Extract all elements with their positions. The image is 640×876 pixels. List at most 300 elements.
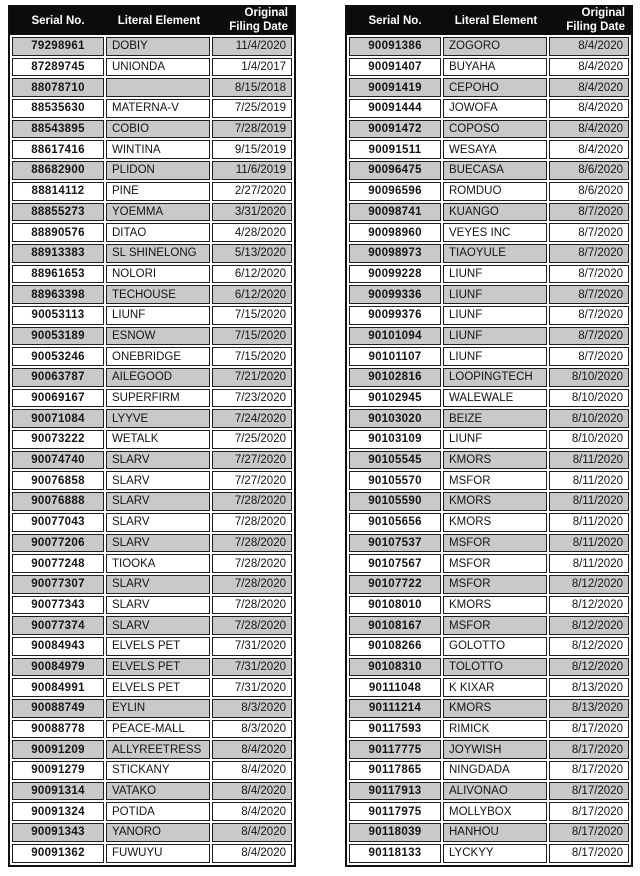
- filing-date-cell: 8/11/2020: [549, 451, 629, 470]
- filing-date-cell: 7/25/2019: [212, 99, 292, 118]
- table-row: [349, 37, 629, 56]
- serial-no-cell: 90069167: [12, 389, 104, 408]
- table-row: [12, 471, 292, 490]
- filing-date-cell: 7/15/2020: [212, 306, 292, 325]
- filing-date-cell: 7/28/2019: [212, 120, 292, 139]
- table-row: [349, 223, 629, 242]
- serial-no-cell: 90091209: [12, 740, 104, 759]
- serial-no-cell: 90053246: [12, 347, 104, 366]
- table-row: [12, 58, 292, 77]
- serial-no-cell: 90077374: [12, 616, 104, 635]
- filing-date-cell: 8/11/2020: [549, 492, 629, 511]
- table-row: [349, 285, 629, 304]
- table-row: [12, 347, 292, 366]
- serial-no-cell: 90111048: [349, 678, 441, 697]
- filing-date-cell: 7/28/2020: [212, 596, 292, 615]
- serial-no-cell: 90063787: [12, 368, 104, 387]
- serial-no-cell: 90099376: [349, 306, 441, 325]
- table-row: [349, 740, 629, 759]
- table-row: [12, 637, 292, 656]
- literal-element-cell: WETALK: [106, 430, 210, 449]
- literal-element-cell: HANHOU: [443, 823, 547, 842]
- literal-element-cell: LIUNF: [443, 285, 547, 304]
- table-row: [12, 823, 292, 842]
- table-row: [12, 306, 292, 325]
- table-row: [12, 430, 292, 449]
- literal-element-cell: TIOOKA: [106, 554, 210, 573]
- serial-no-cell: 88814112: [12, 182, 104, 201]
- table-row: [349, 844, 629, 863]
- literal-element-cell: TECHOUSE: [106, 285, 210, 304]
- literal-element-cell: LIUNF: [443, 306, 547, 325]
- filing-date-cell: 8/7/2020: [549, 285, 629, 304]
- filing-date-cell: 8/4/2020: [549, 99, 629, 118]
- filing-date-cell: 8/7/2020: [549, 203, 629, 222]
- literal-element-cell: MATERNA-V: [106, 99, 210, 118]
- literal-element-cell: COBIO: [106, 120, 210, 139]
- filing-date-cell: 8/11/2020: [549, 513, 629, 532]
- serial-no-cell: 90118039: [349, 823, 441, 842]
- filing-date-cell: 8/12/2020: [549, 616, 629, 635]
- serial-no-cell: 90077206: [12, 534, 104, 553]
- serial-no-cell: 90098973: [349, 244, 441, 263]
- serial-no-cell: 90107537: [349, 534, 441, 553]
- literal-element-cell: UNIONDA: [106, 58, 210, 77]
- filing-date-cell: 8/17/2020: [549, 782, 629, 801]
- table-row: [349, 492, 629, 511]
- serial-no-cell: 90091472: [349, 120, 441, 139]
- serial-no-cell: 88078710: [12, 78, 104, 97]
- table-row: [349, 244, 629, 263]
- literal-element-cell: DOBIY: [106, 37, 210, 56]
- literal-element-cell: LYYVE: [106, 409, 210, 428]
- filing-date-cell: 8/12/2020: [549, 596, 629, 615]
- filing-date-cell: 7/24/2020: [212, 409, 292, 428]
- table-row: [349, 616, 629, 635]
- table-row: [12, 513, 292, 532]
- filing-date-cell: 7/23/2020: [212, 389, 292, 408]
- trademark-table-left: [8, 5, 296, 867]
- filing-date-cell: 8/4/2020: [212, 802, 292, 821]
- literal-element-cell: ESNOW: [106, 327, 210, 346]
- column-header-serial-no: Serial No.: [31, 15, 85, 27]
- serial-no-cell: 90091314: [12, 782, 104, 801]
- serial-no-cell: 90091511: [349, 140, 441, 159]
- filing-date-cell: 7/31/2020: [212, 658, 292, 677]
- table-row: [349, 534, 629, 553]
- literal-element-cell: NINGDADA: [443, 761, 547, 780]
- filing-date-cell: 8/4/2020: [549, 37, 629, 56]
- serial-no-cell: 79298961: [12, 37, 104, 56]
- literal-element-cell: ELVELS PET: [106, 678, 210, 697]
- table-row: [349, 471, 629, 490]
- table-row: [12, 409, 292, 428]
- table-row: [12, 182, 292, 201]
- table-row: [349, 802, 629, 821]
- serial-no-cell: 90118133: [349, 844, 441, 863]
- serial-no-cell: 90108310: [349, 658, 441, 677]
- table-row: [12, 802, 292, 821]
- serial-no-cell: 90103109: [349, 430, 441, 449]
- filing-date-cell: 8/12/2020: [549, 658, 629, 677]
- serial-no-cell: 90111214: [349, 699, 441, 718]
- literal-element-cell: KUANGO: [443, 203, 547, 222]
- filing-date-cell: 8/10/2020: [549, 368, 629, 387]
- filing-date-cell: 8/12/2020: [549, 637, 629, 656]
- filing-date-cell: 7/21/2020: [212, 368, 292, 387]
- table-row: [349, 99, 629, 118]
- table-row: [12, 678, 292, 697]
- table-header: [10, 7, 294, 35]
- literal-element-cell: TOLOTTO: [443, 658, 547, 677]
- table-row: [12, 120, 292, 139]
- column-header-serial-no: Serial No.: [368, 15, 422, 27]
- filing-date-cell: 8/17/2020: [549, 844, 629, 863]
- literal-element-cell: TIAOYULE: [443, 244, 547, 263]
- serial-no-cell: 90117865: [349, 761, 441, 780]
- serial-no-cell: 88961653: [12, 265, 104, 284]
- table-row: [349, 368, 629, 387]
- serial-no-cell: 88963398: [12, 285, 104, 304]
- serial-no-cell: 90117593: [349, 720, 441, 739]
- table-row: [12, 285, 292, 304]
- filing-date-cell: 8/13/2020: [549, 678, 629, 697]
- serial-no-cell: 90103020: [349, 409, 441, 428]
- table-row: [12, 616, 292, 635]
- filing-date-cell: 8/7/2020: [549, 223, 629, 242]
- filing-date-cell: 1/4/2017: [212, 58, 292, 77]
- table-row: [12, 761, 292, 780]
- literal-element-cell: ALIVONAO: [443, 782, 547, 801]
- serial-no-cell: 87289745: [12, 58, 104, 77]
- serial-no-cell: 90077248: [12, 554, 104, 573]
- filing-date-cell: 8/17/2020: [549, 720, 629, 739]
- table-body: [10, 35, 294, 865]
- literal-element-cell: SL SHINELONG: [106, 244, 210, 263]
- filing-date-cell: 8/4/2020: [549, 140, 629, 159]
- table-row: [12, 720, 292, 739]
- literal-element-cell: JOWOFA: [443, 99, 547, 118]
- filing-date-cell: 8/7/2020: [549, 244, 629, 263]
- filing-date-cell: 7/25/2020: [212, 430, 292, 449]
- table-row: [12, 782, 292, 801]
- table-row: [12, 78, 292, 97]
- serial-no-cell: 90084991: [12, 678, 104, 697]
- table-row: [349, 203, 629, 222]
- filing-date-cell: 8/4/2020: [549, 78, 629, 97]
- filing-date-cell: 8/4/2020: [212, 740, 292, 759]
- serial-no-cell: 90091419: [349, 78, 441, 97]
- table-row: [12, 161, 292, 180]
- table-row: [349, 678, 629, 697]
- serial-no-cell: 90105570: [349, 471, 441, 490]
- literal-element-cell: AILEGOOD: [106, 368, 210, 387]
- literal-element-cell: RIMICK: [443, 720, 547, 739]
- serial-no-cell: 90096596: [349, 182, 441, 201]
- literal-element-cell: MOLLYBOX: [443, 802, 547, 821]
- literal-element-cell: VATAKO: [106, 782, 210, 801]
- serial-no-cell: 90099336: [349, 285, 441, 304]
- column-header-original-filing-date: Original Filing Date: [566, 7, 625, 33]
- filing-date-cell: 8/3/2020: [212, 699, 292, 718]
- table-row: [12, 492, 292, 511]
- serial-no-cell: 90117913: [349, 782, 441, 801]
- literal-element-cell: JOYWISH: [443, 740, 547, 759]
- table-row: [12, 140, 292, 159]
- serial-no-cell: 90102816: [349, 368, 441, 387]
- literal-element-cell: LIUNF: [106, 306, 210, 325]
- literal-element-cell: ELVELS PET: [106, 658, 210, 677]
- literal-element-cell: LIUNF: [443, 265, 547, 284]
- column-header-literal-element: Literal Element: [117, 15, 201, 27]
- column-header-literal-element: Literal Element: [454, 15, 538, 27]
- literal-element-cell: VEYES INC: [443, 223, 547, 242]
- literal-element-cell: PEACE-MALL: [106, 720, 210, 739]
- table-row: [12, 554, 292, 573]
- filing-date-cell: 8/11/2020: [549, 471, 629, 490]
- filing-date-cell: 7/28/2020: [212, 575, 292, 594]
- table-row: [12, 699, 292, 718]
- literal-element-cell: SLARV: [106, 513, 210, 532]
- literal-element-cell: MSFOR: [443, 471, 547, 490]
- filing-date-cell: 8/10/2020: [549, 389, 629, 408]
- filing-date-cell: 8/11/2020: [549, 534, 629, 553]
- table-header: [347, 7, 631, 35]
- filing-date-cell: 8/10/2020: [549, 430, 629, 449]
- filing-date-cell: 8/10/2020: [549, 409, 629, 428]
- filing-date-cell: 11/6/2019: [212, 161, 292, 180]
- filing-date-cell: 6/12/2020: [212, 265, 292, 284]
- serial-no-cell: 90077307: [12, 575, 104, 594]
- literal-element-cell: DITAO: [106, 223, 210, 242]
- table-row: [12, 203, 292, 222]
- filing-date-cell: 7/28/2020: [212, 534, 292, 553]
- table-row: [349, 699, 629, 718]
- literal-element-cell: MSFOR: [443, 616, 547, 635]
- literal-element-cell: STICKANY: [106, 761, 210, 780]
- serial-no-cell: 90105590: [349, 492, 441, 511]
- literal-element-cell: MSFOR: [443, 554, 547, 573]
- serial-no-cell: 88617416: [12, 140, 104, 159]
- table-row: [349, 596, 629, 615]
- serial-no-cell: 90076858: [12, 471, 104, 490]
- literal-element-cell: LIUNF: [443, 347, 547, 366]
- literal-element-cell: NOLORI: [106, 265, 210, 284]
- literal-element-cell: KMORS: [443, 596, 547, 615]
- serial-no-cell: 90088749: [12, 699, 104, 718]
- literal-element-cell: K KIXAR: [443, 678, 547, 697]
- table-row: [349, 637, 629, 656]
- serial-no-cell: 88682900: [12, 161, 104, 180]
- literal-element-cell: PLIDON: [106, 161, 210, 180]
- table-row: [349, 389, 629, 408]
- table-row: [349, 161, 629, 180]
- table-row: [349, 554, 629, 573]
- filing-date-cell: 8/13/2020: [549, 699, 629, 718]
- serial-no-cell: 90088778: [12, 720, 104, 739]
- serial-no-cell: 90077043: [12, 513, 104, 532]
- serial-no-cell: 88913383: [12, 244, 104, 263]
- filing-date-cell: 8/4/2020: [212, 761, 292, 780]
- filing-date-cell: 3/31/2020: [212, 203, 292, 222]
- literal-element-cell: SUPERFIRM: [106, 389, 210, 408]
- table-row: [12, 368, 292, 387]
- table-row: [349, 265, 629, 284]
- serial-no-cell: 88890576: [12, 223, 104, 242]
- literal-element-cell: SLARV: [106, 616, 210, 635]
- table-row: [349, 58, 629, 77]
- filing-date-cell: 7/31/2020: [212, 637, 292, 656]
- filing-date-cell: 8/7/2020: [549, 265, 629, 284]
- serial-no-cell: 90084943: [12, 637, 104, 656]
- filing-date-cell: 7/15/2020: [212, 347, 292, 366]
- literal-element-cell: POTIDA: [106, 802, 210, 821]
- serial-no-cell: 90098741: [349, 203, 441, 222]
- serial-no-cell: 90073222: [12, 430, 104, 449]
- table-row: [12, 265, 292, 284]
- literal-element-cell: WINTINA: [106, 140, 210, 159]
- serial-no-cell: 90091343: [12, 823, 104, 842]
- filing-date-cell: 7/28/2020: [212, 492, 292, 511]
- filing-date-cell: 4/28/2020: [212, 223, 292, 242]
- literal-element-cell: SLARV: [106, 451, 210, 470]
- filing-date-cell: 7/28/2020: [212, 513, 292, 532]
- filing-date-cell: 8/12/2020: [549, 575, 629, 594]
- table-row: [349, 451, 629, 470]
- table-row: [349, 120, 629, 139]
- serial-no-cell: 90091407: [349, 58, 441, 77]
- filing-date-cell: 2/27/2020: [212, 182, 292, 201]
- filing-date-cell: 8/4/2020: [549, 58, 629, 77]
- filing-date-cell: 8/17/2020: [549, 802, 629, 821]
- filing-date-cell: 8/17/2020: [549, 823, 629, 842]
- table-row: [12, 37, 292, 56]
- serial-no-cell: 90077343: [12, 596, 104, 615]
- filing-date-cell: 8/7/2020: [549, 347, 629, 366]
- literal-element-cell: CEPOHO: [443, 78, 547, 97]
- table-row: [12, 244, 292, 263]
- literal-element-cell: SLARV: [106, 471, 210, 490]
- serial-no-cell: 90101094: [349, 327, 441, 346]
- table-row: [349, 327, 629, 346]
- table-row: [12, 327, 292, 346]
- serial-no-cell: 90098960: [349, 223, 441, 242]
- serial-no-cell: 90074740: [12, 451, 104, 470]
- serial-no-cell: 90108010: [349, 596, 441, 615]
- filing-date-cell: 8/6/2020: [549, 161, 629, 180]
- serial-no-cell: 90091444: [349, 99, 441, 118]
- filing-date-cell: 7/31/2020: [212, 678, 292, 697]
- serial-no-cell: 90053113: [12, 306, 104, 325]
- literal-element-cell: LOOPINGTECH: [443, 368, 547, 387]
- table-row: [12, 534, 292, 553]
- literal-element-cell: BUYAHA: [443, 58, 547, 77]
- serial-no-cell: 90076888: [12, 492, 104, 511]
- table-row: [12, 99, 292, 118]
- serial-no-cell: 88543895: [12, 120, 104, 139]
- filing-date-cell: 11/4/2020: [212, 37, 292, 56]
- table-row: [12, 223, 292, 242]
- serial-no-cell: 90084979: [12, 658, 104, 677]
- trademark-table-right: [345, 5, 633, 867]
- column-header-original-filing-date: Original Filing Date: [229, 7, 288, 33]
- serial-no-cell: 90091279: [12, 761, 104, 780]
- serial-no-cell: 88535630: [12, 99, 104, 118]
- literal-element-cell: SLARV: [106, 575, 210, 594]
- literal-element-cell: FUWUYU: [106, 844, 210, 863]
- table-row: [12, 658, 292, 677]
- filing-date-cell: 8/11/2020: [549, 554, 629, 573]
- literal-element-cell: LYCKYY: [443, 844, 547, 863]
- serial-no-cell: 90105656: [349, 513, 441, 532]
- table-row: [349, 306, 629, 325]
- serial-no-cell: 90101107: [349, 347, 441, 366]
- literal-element-cell: LIUNF: [443, 327, 547, 346]
- table-row: [349, 409, 629, 428]
- literal-element-cell: KMORS: [443, 699, 547, 718]
- table-row: [349, 761, 629, 780]
- literal-element-cell: KMORS: [443, 513, 547, 532]
- literal-element-cell: ZOGORO: [443, 37, 547, 56]
- literal-element-cell: GOLOTTO: [443, 637, 547, 656]
- filing-date-cell: 5/13/2020: [212, 244, 292, 263]
- literal-element-cell: SLARV: [106, 534, 210, 553]
- filing-date-cell: 8/4/2020: [212, 844, 292, 863]
- literal-element-cell: YOEMMA: [106, 203, 210, 222]
- table-row: [12, 451, 292, 470]
- filing-date-cell: 7/27/2020: [212, 451, 292, 470]
- table-row: [349, 140, 629, 159]
- literal-element-cell: PINE: [106, 182, 210, 201]
- filing-date-cell: 7/15/2020: [212, 327, 292, 346]
- table-row: [12, 596, 292, 615]
- table-row: [349, 658, 629, 677]
- literal-element-cell: BEIZE: [443, 409, 547, 428]
- literal-element-cell: WESAYA: [443, 140, 547, 159]
- serial-no-cell: 90108167: [349, 616, 441, 635]
- literal-element-cell: SLARV: [106, 492, 210, 511]
- serial-no-cell: 90105545: [349, 451, 441, 470]
- filing-date-cell: 8/4/2020: [212, 782, 292, 801]
- filing-date-cell: 8/4/2020: [549, 120, 629, 139]
- table-row: [12, 389, 292, 408]
- serial-no-cell: 90107567: [349, 554, 441, 573]
- table-row: [349, 347, 629, 366]
- filing-date-cell: 7/28/2020: [212, 616, 292, 635]
- filing-date-cell: 8/6/2020: [549, 182, 629, 201]
- table-row: [349, 430, 629, 449]
- table-row: [12, 844, 292, 863]
- literal-element-cell: ELVELS PET: [106, 637, 210, 656]
- serial-no-cell: 90053189: [12, 327, 104, 346]
- literal-element-cell: KMORS: [443, 492, 547, 511]
- literal-element-cell: EYLIN: [106, 699, 210, 718]
- literal-element-cell: SLARV: [106, 596, 210, 615]
- filing-date-cell: 8/17/2020: [549, 761, 629, 780]
- filing-date-cell: 8/3/2020: [212, 720, 292, 739]
- serial-no-cell: 90091386: [349, 37, 441, 56]
- serial-no-cell: 90108266: [349, 637, 441, 656]
- filing-date-cell: 8/7/2020: [549, 327, 629, 346]
- literal-element-cell: ONEBRIDGE: [106, 347, 210, 366]
- literal-element-cell: LIUNF: [443, 430, 547, 449]
- table-body: [347, 35, 631, 865]
- serial-no-cell: 90096475: [349, 161, 441, 180]
- table-row: [349, 720, 629, 739]
- filing-date-cell: 9/15/2019: [212, 140, 292, 159]
- literal-element-cell: KMORS: [443, 451, 547, 470]
- literal-element-cell: MSFOR: [443, 534, 547, 553]
